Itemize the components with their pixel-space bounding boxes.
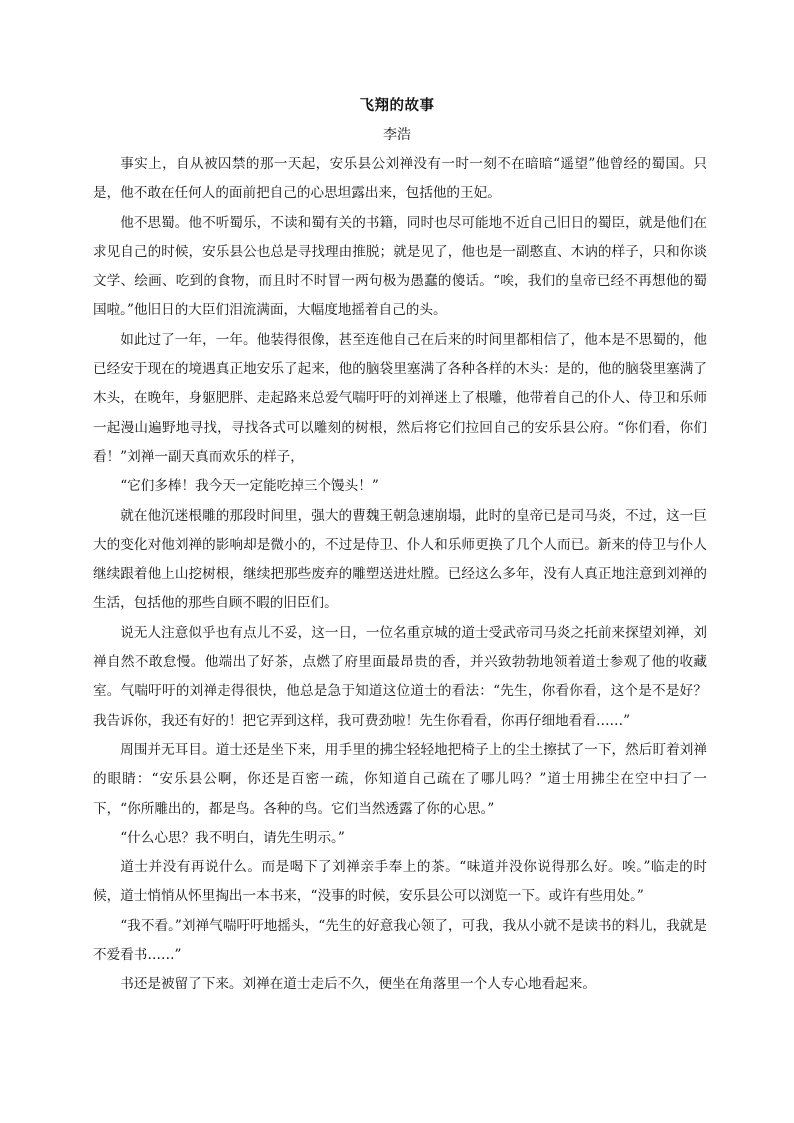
paragraph: “我不看。”刘禅气喘吁吁地摇头，“先生的好意我心领了，可我，我从小就不是读书的料儿，我就是不爱看书……” [93,917,707,964]
paragraph: 说无人注意似乎也有点儿不妥，这一日，一位名重京城的道士受武帝司马炎之托前来探望刘禅，刘禅自然不敢怠慢。他端出了好茶，点燃了府里面最昂贵的香，并兴致勃勃地领着道士参观了他的收藏室。气喘吁吁的刘禅走得很快，他总是急于知道这位道士的看法：“先生，你看你看，这个是不是好？我告诉你，我还有好的！把它弄到这样，我可费劲啦！先生你看看，你再仔细地看看……” [93,624,707,729]
article-author: 李浩 [383,127,411,143]
article-title: 飞翔的故事 [359,97,435,114]
paragraph: “什么心思？我不明白，请先生明示。” [120,829,345,846]
paragraph: “它们多棒！我今天一定能吃掉三个馒头！” [120,478,379,495]
article-body [93,150,707,1000]
paragraph: 书还是被留了下来。刘禅在道士走后不久，便坐在角落里一个人专心地看起来。 [120,976,596,993]
paragraph: 如此过了一年，一年。他装得很像，甚至连他自己在后来的时间里都相信了，他本是不思蜀的，他已经安于现在的境遇真正地安乐了起来，他的脑袋里塞满了各种各样的木头：是的，他的脑袋里塞满了木头，在晚年，身躯肥胖、走起路来总爱气喘吁吁的刘禅迷上了根雕，他带着自己的仆人、侍卫和乐师一起漫山遍野地寻找，寻找各式可以雕刻的树根，然后将它们拉回自己的安乐县公府。“你们看，你们看！”刘禅一副天真而欢乐的样子， [93,331,707,465]
paragraph: 就在他沉迷根雕的那段时间里，强大的曹魏王朝急速崩塌，此时的皇帝已是司马炎，不过，这一巨大的变化对他刘禅的影响却是微小的，不过是侍卫、仆人和乐师更换了几个人而已。新来的侍卫与仆人继续跟着他上山挖树根，继续把那些废弃的雕塑送进灶膛。已经这么多年，没有人真正地注意到刘禅的生活，包括他的那些自顾不暇的旧臣们。 [93,507,707,612]
paragraph: 道士并没有再说什么。而是喝下了刘禅亲手奉上的茶。“味道并没你说得那么好。唉。”临走的时候，道士悄悄从怀里掏出一本书来，“没事的时候，安乐县公可以浏览一下。或许有些用处。” [93,859,707,905]
paragraph: 事实上，自从被囚禁的那一天起，安乐县公刘禅没有一时一刻不在暗暗“遥望”他曾经的蜀国。只是，他不敢在任何人的面前把自己的心思坦露出来，包括他的王妃。 [93,156,707,202]
paragraph: 他不思蜀。他不听蜀乐，不读和蜀有关的书籍，同时也尽可能地不近自己旧日的蜀臣，就是他们在求见自己的时候，安乐县公也总是寻找理由推脱；就是见了，他也是一副憨直、木讷的样子，只和你谈文学、绘画、吃到的食物，而且时不时冒一两句极为愚蠢的傻话。“唉，我们的皇帝已经不再想他的蜀国啦。”他旧日的大臣们泪流满面，大幅度地摇着自己的头。 [93,214,707,319]
paragraph: 周围并无耳目。道士还是坐下来，用手里的拂尘轻轻地把椅子上的尘土擦拭了一下，然后盯着刘禅的眼睛：“安乐县公啊，你还是百密一疏，你知道自己疏在了哪儿吗？”道士用拂尘在空中扫了一下，“你所雕出的，都是鸟。各种的鸟。它们当然透露了你的心思。” [93,741,707,817]
